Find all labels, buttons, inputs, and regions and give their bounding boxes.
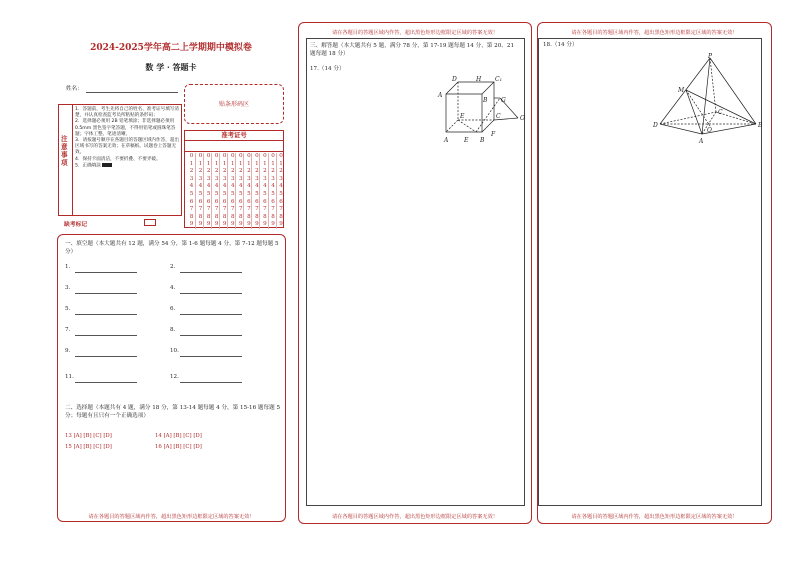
digit-bubble[interactable]: 5 [230,190,235,197]
absent-box[interactable] [144,219,156,226]
digit-bubble[interactable]: 3 [206,175,211,182]
digit-bubble[interactable]: 2 [189,168,194,175]
digit-bubble[interactable]: 8 [255,213,259,220]
digit-bubble[interactable]: 8 [230,213,235,220]
digit-bubble[interactable]: 4 [263,183,267,190]
absent-label: 缺考标记 [64,222,88,228]
fill-item-label: 12. [170,374,179,380]
digit-bubble[interactable]: 2 [239,168,243,175]
bottom-warning-middle: 请在各题目的答题区域内作答，超出黑色矩形边框限定区域的答案无效！ [331,514,498,520]
barcode-label: 贴条形码区 [218,101,249,108]
digit-bubble[interactable]: 6 [239,198,243,205]
digit-bubble[interactable]: 0 [279,153,283,159]
digit-bubble[interactable]: 0 [271,153,275,159]
digit-bubble[interactable]: 1 [214,160,219,167]
bottom-warning-right: 请在各题目的答题区域内作答，超出黑色矩形边框限定区域的答案无效！ [571,514,738,520]
digit-bubble[interactable]: 8 [271,213,275,220]
digit-bubble[interactable]: 6 [271,198,275,205]
digit-bubble[interactable]: 6 [247,198,251,205]
digit-bubble[interactable]: 5 [189,190,194,197]
digit-bubble[interactable]: 1 [198,160,203,167]
digit-bubble[interactable]: 7 [247,206,251,213]
filled-mark-icon [102,163,112,167]
digit-bubble[interactable]: 4 [214,183,219,190]
digit-bubble[interactable]: 3 [189,175,194,182]
vertex-label: B [480,137,485,144]
digit-bubble[interactable]: 1 [239,160,243,167]
digit-bubble[interactable]: 9 [271,221,275,228]
digit-bubble[interactable]: 9 [263,221,267,228]
section3-title: 三、解答题（本大题共有 5 题，满分 78 分，第 17-19 题每题 14 分，第 20、21 题每题 18 分） [310,43,515,57]
vertex-label: C [496,113,501,120]
digit-bubble[interactable]: 2 [247,168,251,175]
digit-bubble[interactable]: 7 [271,206,275,213]
digit-bubble[interactable]: 6 [198,198,203,205]
vertex-label: D [653,122,658,129]
fill-item-label: 11. [65,374,74,380]
fill-item-answer-line[interactable] [75,356,137,357]
digit-bubble[interactable]: 7 [230,206,235,213]
digit-bubble[interactable]: 6 [189,198,194,205]
digit-bubble[interactable]: 7 [214,206,219,213]
digit-bubble[interactable]: 5 [198,190,203,197]
digit-bubble[interactable]: 4 [222,183,227,190]
digit-bubble[interactable]: 6 [230,198,235,205]
notice-label: 注意事项 [61,135,68,167]
digit-bubble[interactable]: 7 [263,206,267,213]
vertex-label: A [444,137,449,144]
digit-bubble[interactable]: 4 [189,183,194,190]
digit-bubble[interactable]: 8 [198,213,203,220]
digit-bubble[interactable]: 4 [271,183,275,190]
digit-bubble[interactable]: 6 [263,198,267,205]
digit-bubble[interactable]: 3 [255,175,259,182]
digit-bubble[interactable]: 9 [206,221,211,228]
digit-bubble[interactable]: 8 [247,213,251,220]
notice-item: 4．保持卡面清洁，不要折叠、不要弄破。 [75,156,161,162]
digit-bubble[interactable]: 0 [198,153,203,159]
notice-item: 2．选择题必须用 2B 铅笔填涂；非选择题必须用 0.5mm 黑色签字笔答题，不得用铅笔或圆珠笔答题；字体工整、笔迹清晰。 [75,119,176,137]
exam-title: 2024-2025学年高二上学期期中模拟卷 [90,43,252,53]
digit-bubble[interactable]: 2 [255,168,259,175]
vertex-label: O [520,115,525,122]
digit-bubble[interactable]: 6 [206,198,211,205]
fill-item-label: 8. [170,327,176,333]
digit-bubble[interactable]: 8 [279,213,283,220]
digit-bubble[interactable]: 1 [230,160,235,167]
fill-item-label: 6. [170,306,176,312]
vertex-label: M [678,87,685,94]
vertex-label: O [707,127,712,134]
digit-bubble[interactable]: 1 [279,160,283,167]
digit-bubble[interactable]: 0 [222,153,227,159]
digit-bubble[interactable]: 5 [239,190,243,197]
fill-item-label: 4. [170,285,176,291]
digit-bubble[interactable]: 9 [214,221,219,228]
digit-bubble[interactable]: 0 [239,153,243,159]
digit-bubble[interactable]: 8 [206,213,211,220]
digit-bubble[interactable]: 3 [239,175,243,182]
digit-bubble[interactable]: 3 [279,175,283,182]
vertex-label: P [708,53,713,60]
digit-bubble[interactable]: 9 [230,221,235,228]
digit-bubble[interactable]: 8 [214,213,219,220]
fill-item-label: 9. [65,348,71,354]
digit-bubble[interactable]: 9 [255,221,259,228]
fill-item-answer-line[interactable] [180,293,242,294]
bottom-warning-left: 请在各题目的答题区域内作答，超出黑色矩形边框限定区域的答案无效！ [88,514,255,520]
fill-item-answer-line[interactable] [75,314,137,315]
notice-item: 3．请按题号顺序在各题目的答题区域内作答，超出区域书写的答案无效；在草稿纸、试题卷上答题无效。 [75,138,179,156]
notice-box [58,104,182,216]
digit-bubble[interactable]: 6 [255,198,259,205]
digit-bubble[interactable]: 0 [206,153,211,159]
digit-bubble[interactable]: 5 [247,190,251,197]
digit-bubble[interactable]: 7 [189,206,194,213]
vertex-label: F [491,131,496,138]
digit-bubble[interactable]: 5 [206,190,211,197]
fill-item-label: 10. [170,348,179,354]
digit-bubble[interactable]: 2 [263,168,267,175]
digit-bubble[interactable]: 8 [239,213,243,220]
digit-bubble[interactable]: 4 [255,183,259,190]
q17-label: 17.（14 分） [310,66,345,72]
vertex-label: D [452,76,457,83]
section2-title: 二、选择题（本题共有 4 题，满分 18 分，第 13-14 题每题 4 分，第 15-16 题每题 5 分；每题有且只有一个正确选项） [65,405,281,419]
digit-bubble[interactable]: 7 [279,206,283,213]
vertex-label: G [501,97,506,104]
subject-title: 数 学 · 答题卡 [145,62,197,72]
digit-bubble[interactable]: 1 [247,160,251,167]
digit-bubble[interactable]: 2 [206,168,211,175]
digit-bubble[interactable]: 6 [222,198,227,205]
digit-bubble[interactable]: 0 [189,153,194,159]
barcode-area [184,84,284,124]
notice-item: 1．答题前，考生先将自己的姓名、准考证号填写清楚，并认真检查监考员所粘贴的条形码； [75,107,179,119]
vertex-label: E [464,137,469,144]
vertex-label: B [758,122,763,129]
name-label: 姓名： [66,86,83,92]
cube-figure [436,72,532,146]
digit-bubble[interactable]: 3 [263,175,267,182]
digit-bubble[interactable]: 4 [239,183,243,190]
exam-number-label: 准考证号 [185,131,283,141]
choice-item[interactable]: 15 [A] [B] [C] [D] [65,444,112,450]
q18-label: 18.（14 分） [543,42,578,48]
fill-item-answer-line[interactable] [180,335,242,336]
digit-bubble[interactable]: 3 [198,175,203,182]
exam-number-grid[interactable] [185,141,283,229]
digit-bubble[interactable]: 1 [189,160,194,167]
digit-bubble[interactable]: 8 [189,213,194,220]
exam-digit-column[interactable] [276,153,286,229]
fill-item-answer-line[interactable] [75,293,137,294]
digit-bubble[interactable]: 9 [247,221,251,228]
fill-item-answer-line[interactable] [180,272,242,273]
section1-title: 一、填空题（本大题共有 12 题，满分 54 分，第 1-6 题每题 4 分，第 7-12 题每题 5 分） [65,241,279,255]
fill-item-answer-line[interactable] [75,335,137,336]
digit-bubble[interactable]: 9 [222,221,227,228]
fill-item-answer-line[interactable] [180,382,242,383]
digit-bubble[interactable]: 7 [239,206,243,213]
vertex-label: B [483,97,488,104]
digit-bubble[interactable]: 2 [279,168,283,175]
digit-bubble[interactable]: 3 [230,175,235,182]
fill-item-answer-line[interactable] [180,314,242,315]
digit-bubble[interactable]: 3 [247,175,251,182]
digit-bubble[interactable]: 3 [271,175,275,182]
fill-item-label: 2. [170,264,176,270]
vertex-label: E [460,113,465,120]
digit-bubble[interactable]: 1 [222,160,227,167]
digit-bubble[interactable]: 2 [214,168,219,175]
digit-bubble[interactable]: 0 [230,153,235,159]
choice-item[interactable]: 13 [A] [B] [C] [D] [65,433,112,439]
fill-item-label: 5. [65,306,71,312]
top-warning-right: 请在各题目的答题区域内作答，超出黑色矩形边框限定区域的答案无效！ [571,30,738,36]
digit-bubble[interactable]: 1 [263,160,267,167]
notice-item: 5．正确填涂 [75,163,179,170]
digit-bubble[interactable]: 5 [271,190,275,197]
fill-item-answer-line[interactable] [180,356,242,357]
digit-bubble[interactable]: 2 [198,168,203,175]
digit-bubble[interactable]: 0 [214,153,219,159]
fill-item-label: 3. [65,285,71,291]
digit-bubble[interactable]: 0 [263,153,267,159]
digit-bubble[interactable]: 5 [263,190,267,197]
digit-bubble[interactable]: 1 [206,160,211,167]
digit-bubble[interactable]: 4 [279,183,283,190]
digit-bubble[interactable]: 7 [222,206,227,213]
digit-bubble[interactable]: 2 [222,168,227,175]
digit-bubble[interactable]: 7 [206,206,211,213]
digit-bubble[interactable]: 9 [279,221,283,228]
digit-bubble[interactable]: 9 [198,221,203,228]
vertex-label: A [438,92,443,99]
fill-item-label: 7. [65,327,71,333]
digit-bubble[interactable]: 6 [214,198,219,205]
digit-bubble[interactable]: 5 [255,190,259,197]
fill-item-answer-line[interactable] [75,272,137,273]
digit-bubble[interactable]: 5 [222,190,227,197]
notice-list [75,107,179,170]
digit-bubble[interactable]: 3 [214,175,219,182]
name-line[interactable] [86,92,178,93]
digit-bubble[interactable]: 2 [230,168,235,175]
vertex-label: A [699,138,704,145]
digit-bubble[interactable]: 2 [271,168,275,175]
pyramid-figure [652,52,768,148]
digit-bubble[interactable]: 6 [279,198,283,205]
fill-item-answer-line[interactable] [75,382,137,383]
vertex-label: H [476,76,482,83]
digit-bubble[interactable]: 9 [189,221,194,228]
digit-bubble[interactable]: 4 [198,183,203,190]
digit-bubble[interactable]: 4 [247,183,251,190]
top-warning-middle: 请在各题目的答题区域内作答，超出黑色矩形边框限定区域的答案无效！ [331,30,498,36]
digit-bubble[interactable]: 1 [255,160,259,167]
fill-item-label: 1. [65,264,71,270]
vertex-label: C₁ [495,76,502,83]
digit-bubble[interactable]: 7 [198,206,203,213]
digit-bubble[interactable]: 8 [222,213,227,220]
choice-item[interactable]: 14 [A] [B] [C] [D] [155,433,202,439]
vertex-label: C [718,109,723,116]
digit-bubble[interactable]: 4 [206,183,211,190]
digit-bubble[interactable]: 0 [255,153,259,159]
digit-bubble[interactable]: 5 [279,190,283,197]
digit-bubble[interactable]: 3 [222,175,227,182]
digit-bubble[interactable]: 9 [239,221,243,228]
digit-bubble[interactable]: 8 [263,213,267,220]
digit-bubble[interactable]: 5 [214,190,219,197]
digit-bubble[interactable]: 1 [271,160,275,167]
digit-bubble[interactable]: 7 [255,206,259,213]
digit-bubble[interactable]: 4 [230,183,235,190]
exam-number-box [184,130,284,228]
choice-item[interactable]: 16 [A] [B] [C] [D] [155,444,202,450]
digit-bubble[interactable]: 0 [247,153,251,159]
